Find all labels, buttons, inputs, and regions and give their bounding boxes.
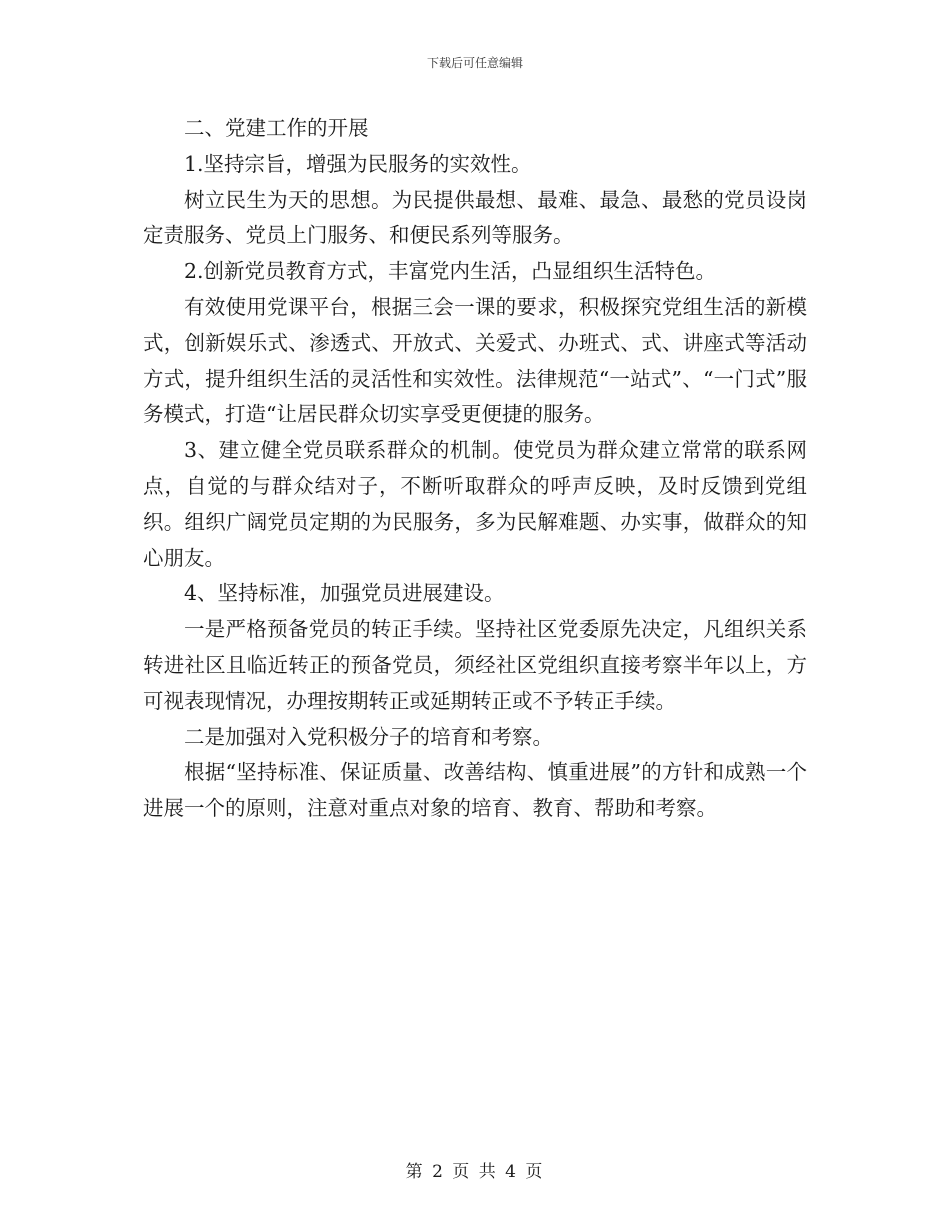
paragraph-6: 根据“坚持标准、保证质量、改善结构、慎重进展”的方针和成熟一个进展一个的原则，注意对重点对象的培育、教育、帮助和考察。 bbox=[143, 760, 807, 821]
page-header-note: 下载后可任意编辑 bbox=[426, 56, 523, 70]
subheading-4: 4、坚持标准，加强党员进展建设。 bbox=[184, 581, 505, 606]
page-number: 第 2 页 共 4 页 bbox=[405, 1162, 545, 1182]
subheading-2: 2.创新党员教育方式，丰富党内生活，凸显组织生活特色。 bbox=[184, 259, 717, 284]
paragraph-1: 树立民生为天的思想。为民提供最想、最难、最急、最愁的党员设岗定责服务、党员上门服务、和便民系列等服务。 bbox=[143, 187, 807, 248]
document-body bbox=[143, 111, 807, 827]
section-heading: 二、党建工作的开展 bbox=[184, 116, 369, 140]
paragraph-2: 有效使用党课平台，根据三会一课的要求，积极探究党组生活的新模式，创新娱乐式、渗透式、开放式、关爱式、办班式、式、讲座式等活动方式，提升组织生活的灵活性和实效性。法律规范“一站式”、“一门式”服务模式，打造“让居民群众切实享受更便捷的服务。 bbox=[143, 294, 807, 427]
subheading-1: 1.坚持宗旨，增强为民服务的实效性。 bbox=[184, 151, 532, 176]
paragraph-5: 二是加强对入党积极分子的培育和考察。 bbox=[184, 724, 553, 749]
paragraph-3: 3、建立健全党员联系群众的机制。使党员为群众建立常常的联系网点，自觉的与群众结对子，不断听取群众的呼声反映，及时反馈到党组织。组织广阔党员定期的为民服务，多为民解难题、办实事，做群众的知心朋友。 bbox=[143, 438, 807, 570]
paragraph-4: 一是严格预备党员的转正手续。坚持社区党委原先决定，凡组织关系转进社区且临近转正的预备党员，须经社区党组织直接考察半年以上，方可视表现情况，办理按期转正或延期转正或不予转正手续。 bbox=[143, 617, 807, 713]
